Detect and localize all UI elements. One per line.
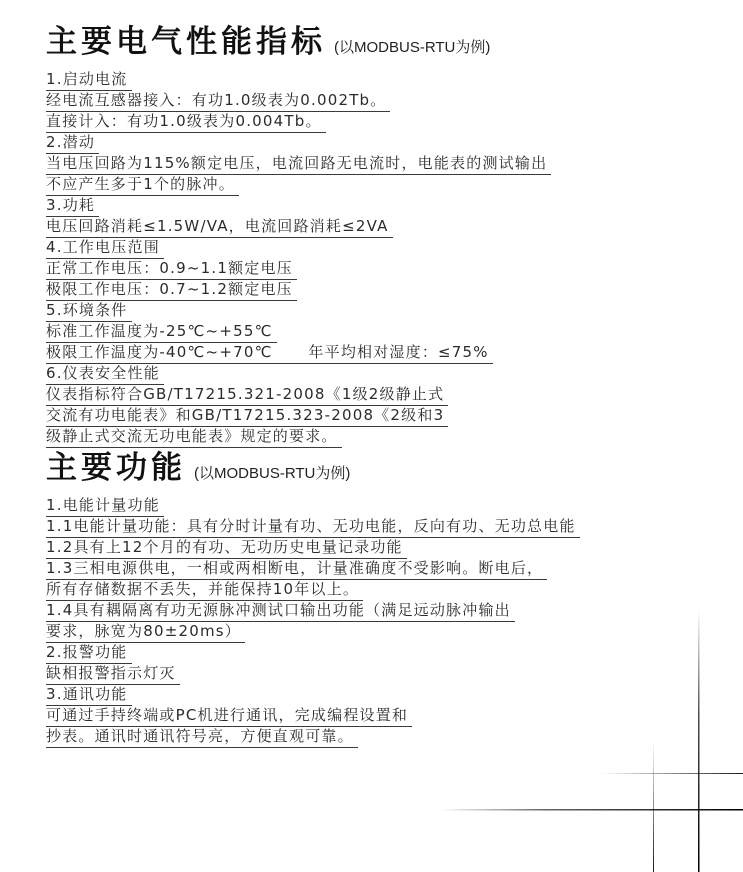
section-heading <box>46 448 696 488</box>
spec-line: 仪表指标符合GB/T17215.321-2008《1级2级静止式 <box>46 385 448 406</box>
spec-line: 级静止式交流无功电能表》规定的要求。 <box>46 427 342 448</box>
function-line: 要求，脉宽为80±20ms） <box>46 622 245 643</box>
electrical-specs-section <box>46 22 696 448</box>
function-line: 3.通讯功能 <box>46 685 132 706</box>
spec-line: 极限工作电压：0.7~1.2额定电压 <box>46 280 297 301</box>
vertical-line <box>653 740 654 872</box>
spec-line: 6.仪表安全性能 <box>46 364 164 385</box>
function-line: 1.1电能计量功能：具有分时计量有功、无功电能，反向有功、无功总电能 <box>46 517 580 538</box>
function-line: 1.4具有耦隔离有功无源脉冲测试口输出功能（满足远动脉冲输出 <box>46 601 515 622</box>
section-title: 主要电气性能指标 <box>46 24 326 60</box>
spec-line: 4.工作电压范围 <box>46 238 164 259</box>
function-line: 所有存储数据不丢失，并能保持10年以上。 <box>46 580 363 601</box>
horizontal-line <box>600 773 743 774</box>
spec-line: 当电压回路为115%额定电压，电流回路无电流时，电能表的测试输出 <box>46 154 551 175</box>
spec-lines <box>46 70 696 448</box>
spec-line: 交流有功电能表》和GB/T17215.323-2008《2级和3 <box>46 406 448 427</box>
horizontal-line <box>440 809 743 811</box>
spec-line: 3.功耗 <box>46 196 99 217</box>
spec-line: 经电流互感器接入：有功1.0级表为0.002Tb。 <box>46 91 390 112</box>
main-functions-section <box>46 448 696 748</box>
spec-line: 5.环境条件 <box>46 301 132 322</box>
spec-line: 标准工作温度为-25℃~+55℃ <box>46 322 277 343</box>
spec-line: 1.启动电流 <box>46 70 132 91</box>
spec-line: 正常工作电压：0.9~1.1额定电压 <box>46 259 297 280</box>
spec-line: 不应产生多于1个的脉冲。 <box>46 175 239 196</box>
function-line: 缺相报警指示灯灭 <box>46 664 180 685</box>
section-heading <box>46 22 696 62</box>
section-note: (以MODBUS-RTU为例) <box>334 39 491 56</box>
spec-line: 极限工作温度为-40℃~+70℃ 年平均相对湿度：≤75% <box>46 343 493 364</box>
function-line: 可通过手持终端或PC机进行通讯，完成编程设置和 <box>46 706 412 727</box>
function-line: 1.2具有上12个月的有功、无功历史电量记录功能 <box>46 538 407 559</box>
vertical-line <box>698 610 700 872</box>
spec-line: 2.潜动 <box>46 133 99 154</box>
function-line: 1.电能计量功能 <box>46 496 164 517</box>
section-title: 主要功能 <box>46 450 186 486</box>
function-line: 抄表。通讯时通讯符号亮，方便直观可靠。 <box>46 727 358 748</box>
spec-line: 直接计入：有功1.0级表为0.004Tb。 <box>46 112 326 133</box>
function-line: 2.报警功能 <box>46 643 132 664</box>
spec-line: 电压回路消耗≤1.5W/VA，电流回路消耗≤2VA <box>46 217 393 238</box>
function-line: 1.3三相电源供电，一相或两相断电，计量准确度不受影响。断电后， <box>46 559 547 580</box>
section-note: (以MODBUS-RTU为例) <box>194 465 351 482</box>
function-lines <box>46 496 696 748</box>
